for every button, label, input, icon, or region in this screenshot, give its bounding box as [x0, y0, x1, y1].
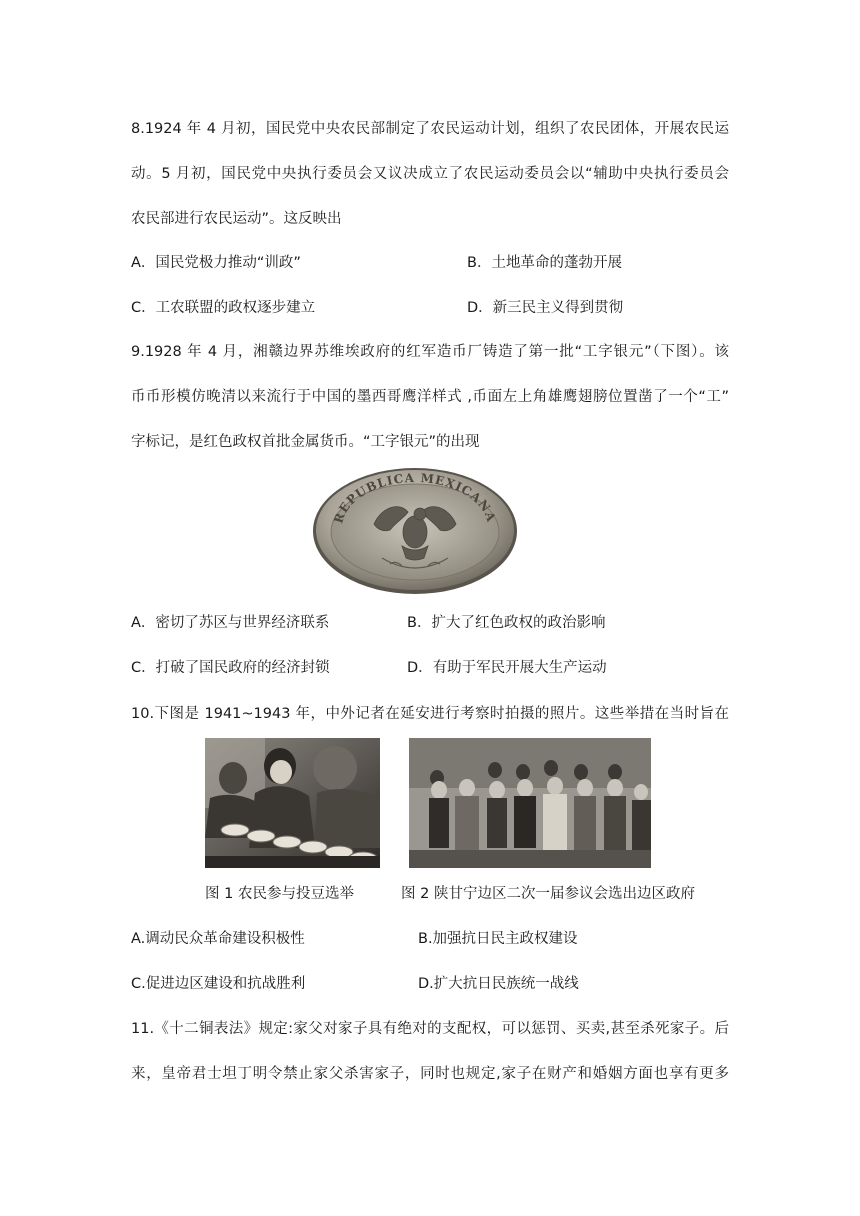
council-group-photo: [409, 738, 651, 868]
q8-option-a: A．国民党极力推动“训政”: [131, 255, 301, 271]
q10-option-c: C.促进边区建设和抗战胜利: [131, 976, 306, 992]
q10-option-b: B.加强抗日民主政权建设: [418, 931, 578, 947]
q9-option-b: B．扩大了红色政权的政治影响: [407, 615, 606, 631]
q9-stem-line-1: 9.1928 年 4 月，湘赣边界苏维埃政府的红军造币厂铸造了第一批“工字银元”（下图）。该: [131, 344, 729, 360]
q9-option-d: D．有助于军民开展大生产运动: [407, 660, 607, 676]
q8-stem-line-2: 动。5 月初，国民党中央执行委员会又议决成立了农民运动委员会以“辅助中央执行委员会: [131, 166, 729, 182]
q8-stem-line-1: 8.1924 年 4 月初，国民党中央农民部制定了农民运动计划，组织了农民团体，开展农民运: [131, 121, 729, 137]
q10-option-d: D.扩大抗日民族统一战线: [418, 976, 579, 992]
q11-stem-line-1: 11.《十二铜表法》规定:家父对家子具有绝对的支配权，可以惩罚、买卖,甚至杀死家子。后: [131, 1021, 729, 1037]
coin-inscription: REPUBLICA MEXICANA: [331, 470, 499, 526]
q9-stem-line-3: 字标记，是红色政权首批金属货币。“工字银元”的出现: [131, 434, 480, 450]
q8-option-d: D．新三民主义得到贯彻: [467, 300, 624, 316]
q9-option-c: C．打破了国民政府的经济封锁: [131, 660, 330, 676]
figure-1-caption: 图 1 农民参与投豆选举: [205, 886, 354, 902]
silver-coin-image: [312, 466, 518, 596]
q10-option-a: A.调动民众革命建设积极性: [131, 931, 305, 947]
q8-option-c: C．工农联盟的政权逐步建立: [131, 300, 316, 316]
bean-voting-photo: [205, 738, 380, 868]
q9-stem-line-2: 币币形模仿晚清以来流行于中国的墨西哥鹰洋样式 ,币面左上角雄鹰翅膀位置凿了一个“工”: [131, 389, 729, 405]
q8-option-b: B．土地革命的蓬勃开展: [467, 255, 622, 271]
q10-stem-line-1: 10.下图是 1941~1943 年，中外记者在延安进行考察时拍摄的照片。这些举措在当时旨在: [131, 706, 729, 722]
q9-option-a: A．密切了苏区与世界经济联系: [131, 615, 330, 631]
q8-stem-line-3: 农民部进行农民运动”。这反映出: [131, 211, 342, 227]
q11-stem-line-2: 来，皇帝君士坦丁明令禁止家父杀害家子，同时也规定,家子在财产和婚姻方面也享有更多: [131, 1066, 729, 1082]
figure-2-caption: 图 2 陕甘宁边区二次一届参议会选出边区政府: [401, 886, 695, 902]
